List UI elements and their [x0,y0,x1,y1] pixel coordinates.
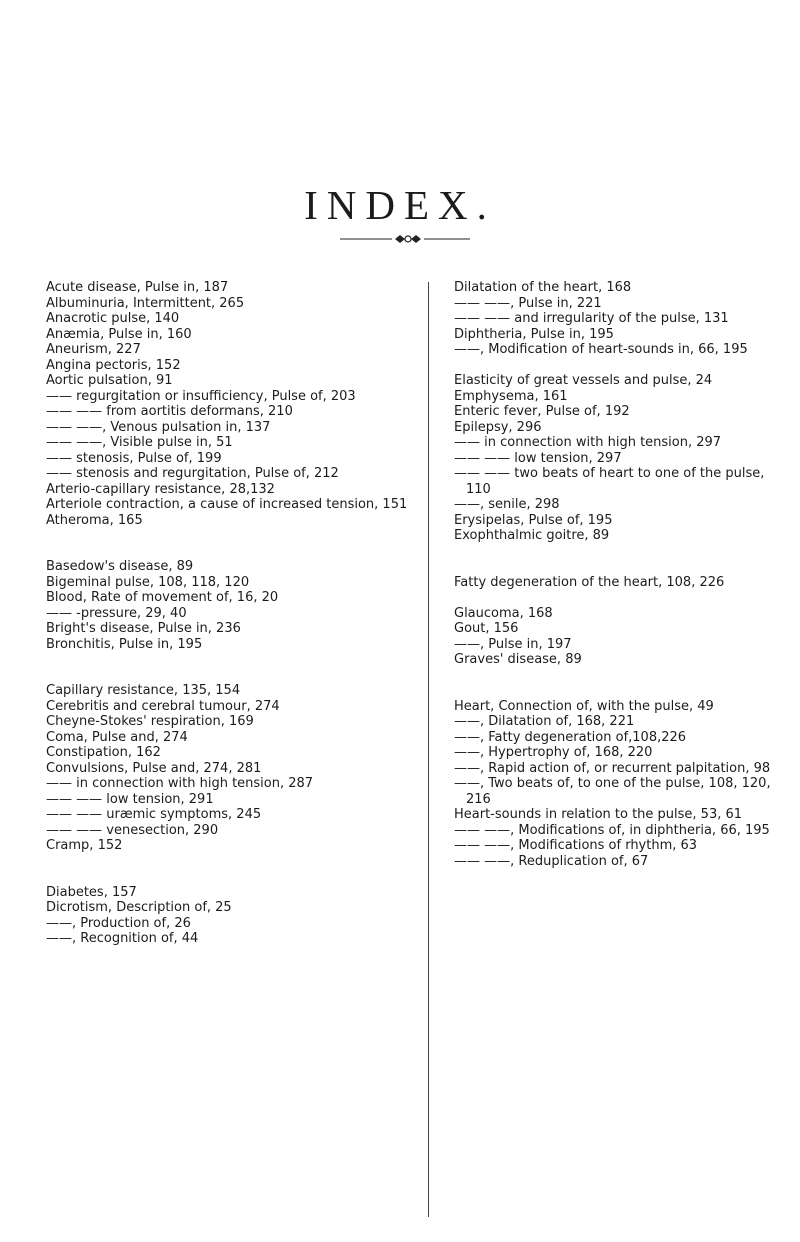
index-entry: ——, Dilatation of, 168, 221 [454,714,635,729]
index-entry: —— —— low tension, 297 [454,450,622,466]
entry-gap [46,652,414,668]
entry-gap [454,590,779,606]
index-entry: —— —— uræmic symptoms, 245 [46,807,262,822]
index-entry: Cheyne-Stokes' respiration, 169 [46,714,254,729]
index-entry: Cerebritis and cerebral tumour, 274 [46,698,280,714]
index-entry: Acute disease, Pulse in, 187 [46,280,229,295]
index-entry: Arterio-capillary resistance, 28,132 [46,481,275,497]
index-entry: ——, Production of, 26 [46,915,191,931]
index-entry: —— —— low tension, 291 [46,791,214,807]
index-entry: Exophthalmic goitre, 89 [454,528,610,543]
index-entry: ——, Recognition of, 44 [46,931,199,946]
page-title: INDEX. [304,182,496,228]
index-column-right [454,280,779,869]
index-entry: Diphtheria, Pulse in, 195 [454,326,614,342]
index-entry: —— —— two beats of heart to one of the pulse, 110 [454,466,765,497]
index-entry: Cramp, 152 [46,838,123,853]
index-entry: Albuminuria, Intermittent, 265 [46,295,245,311]
index-entry: —— stenosis, Pulse of, 199 [46,450,222,466]
index-entry: Fatty degeneration of the heart, 108, 226 [454,574,725,590]
index-entry: Heart, Connection of, with the pulse, 49 [454,698,714,714]
index-entry: Aortic pulsation, 91 [46,373,173,388]
index-entry: ——, Pulse in, 197 [454,636,572,652]
index-entry: ——, Rapid action of, or recurrent palpitation, 98 [454,760,771,776]
index-entry: Coma, Pulse and, 274 [46,729,188,745]
index-entry: Erysipelas, Pulse of, 195 [454,512,613,528]
index-entry: Blood, Rate of movement of, 16, 20 [46,590,279,605]
index-entry: —— ——, Reduplication of, 67 [454,853,649,869]
index-entry: Emphysema, 161 [454,388,568,404]
index-entry: —— ——, Visible pulse in, 51 [46,435,233,450]
index-entry: ——, Hypertrophy of, 168, 220 [454,745,653,760]
index-entry: —— —— from aortitis deformans, 210 [46,404,293,419]
index-entry: Epilepsy, 296 [454,419,542,435]
index-entry: —— ——, Modifications of, in diphtheria, 66, 195 [454,822,770,838]
entry-gap [454,559,779,575]
index-entry: Atheroma, 165 [46,512,143,528]
entry-gap [454,358,779,374]
index-column-left [46,280,414,947]
index-entry: Bright's disease, Pulse in, 236 [46,621,241,636]
index-entry: Graves' disease, 89 [454,652,582,667]
index-entry: —— stenosis and regurgitation, Pulse of, 212 [46,466,339,481]
index-entry: Enteric fever, Pulse of, 192 [454,404,630,419]
index-entry: ——, Modification of heart-sounds in, 66, 195 [454,342,748,357]
index-entry: Anacrotic pulse, 140 [46,311,180,326]
index-entry: Basedow's disease, 89 [46,559,194,574]
index-entry: —— —— venesection, 290 [46,822,219,838]
index-entry: Heart-sounds in relation to the pulse, 53, 61 [454,807,743,822]
index-entry: Aneurism, 227 [46,342,141,357]
index-entry: Anæmia, Pulse in, 160 [46,326,192,342]
column-divider [428,282,429,1217]
index-entry: —— -pressure, 29, 40 [46,605,187,621]
entry-gap [46,668,414,684]
index-entry: Dicrotism, Description of, 25 [46,900,232,915]
entry-gap [46,869,414,885]
index-entry: Dilatation of the heart, 168 [454,280,632,295]
index-entry: Arteriole contraction, a cause of increased tension, 151 [46,497,408,512]
index-entry: Gout, 156 [454,621,519,636]
index-entry: Constipation, 162 [46,745,161,760]
entry-gap [46,854,414,870]
index-entry: —— —— and irregularity of the pulse, 131 [454,311,729,326]
index-entry: Convulsions, Pulse and, 274, 281 [46,760,262,776]
entry-gap [454,668,779,684]
ornament-divider [340,232,470,246]
index-entry: —— ——, Venous pulsation in, 137 [46,419,271,435]
index-entry: —— ——, Modifications of rhythm, 63 [454,838,698,853]
index-entry: Bronchitis, Pulse in, 195 [46,636,203,652]
index-entry: Glaucoma, 168 [454,605,553,621]
index-entry: ——, senile, 298 [454,497,560,512]
index-entry: —— in connection with high tension, 297 [454,435,722,450]
index-entry: ——, Fatty degeneration of,108,226 [454,729,687,745]
index-entry: Diabetes, 157 [46,884,137,900]
entry-gap [46,528,414,544]
index-entry: Angina pectoris, 152 [46,357,181,373]
index-entry: Capillary resistance, 135, 154 [46,683,241,698]
index-entry: —— ——, Pulse in, 221 [454,295,602,311]
index-entry: Bigeminal pulse, 108, 118, 120 [46,574,250,590]
entry-gap [454,544,779,560]
index-entry: —— regurgitation or insufficiency, Pulse of, 203 [46,388,356,404]
entry-gap [46,544,414,560]
index-entry: Elasticity of great vessels and pulse, 24 [454,373,713,388]
index-entry: —— in connection with high tension, 287 [46,776,314,791]
entry-gap [454,683,779,699]
index-entry: ——, Two beats of, to one of the pulse, 108, 120, 216 [454,776,771,807]
